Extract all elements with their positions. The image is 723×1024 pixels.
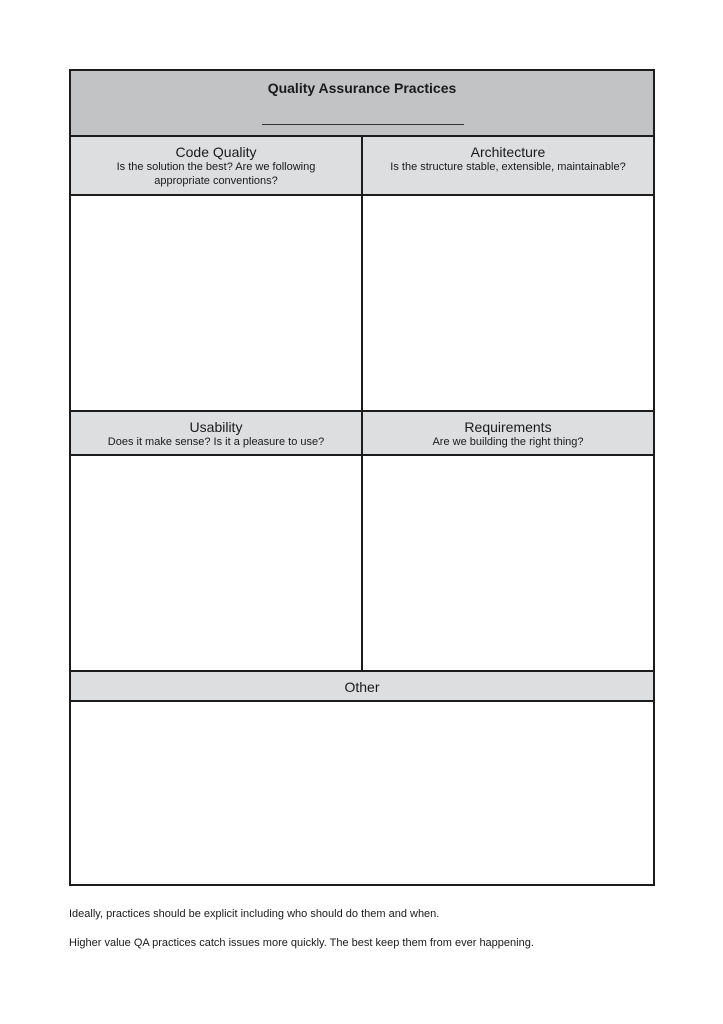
- row-2-headers: [71, 412, 653, 456]
- other-header: [71, 672, 653, 702]
- row-1-headers: [71, 137, 653, 196]
- row-1-bodies: [71, 196, 653, 412]
- title-row: [71, 71, 653, 137]
- other-heading: Other: [344, 679, 380, 695]
- usability-prompt: Does it make sense? Is it a pleasure to use?: [107, 436, 325, 448]
- requirements-header: [361, 412, 653, 456]
- architecture-area[interactable]: [361, 196, 653, 412]
- architecture-prompt: Is the structure stable, extensible, maintainable?: [390, 161, 626, 173]
- code-quality-area[interactable]: [71, 196, 361, 412]
- row-2-bodies: [71, 456, 653, 672]
- architecture-header: [361, 137, 653, 196]
- usability-header: [71, 412, 361, 456]
- qa-worksheet: [69, 69, 655, 886]
- requirements-heading: Requirements: [464, 419, 552, 435]
- usability-heading: Usability: [189, 419, 243, 435]
- requirements-prompt: Are we building the right thing?: [432, 436, 584, 448]
- worksheet-title: Quality Assurance Practices: [267, 80, 457, 96]
- title-fill-in-line[interactable]: [262, 124, 464, 125]
- footnote-1: Ideally, practices should be explicit including who should do them and when.: [69, 908, 440, 920]
- code-quality-prompt: Is the solution the best? Are we following appropriate conventions?: [116, 161, 316, 187]
- requirements-area[interactable]: [361, 456, 653, 672]
- code-quality-heading: Code Quality: [175, 144, 257, 160]
- code-quality-header: [71, 137, 361, 196]
- other-area[interactable]: [71, 702, 653, 884]
- architecture-heading: Architecture: [470, 144, 546, 160]
- footnote-2: Higher value QA practices catch issues more quickly. The best keep them from ever happening.: [69, 937, 534, 949]
- row-3-body: [71, 702, 653, 884]
- row-3-header: [71, 672, 653, 702]
- usability-area[interactable]: [71, 456, 361, 672]
